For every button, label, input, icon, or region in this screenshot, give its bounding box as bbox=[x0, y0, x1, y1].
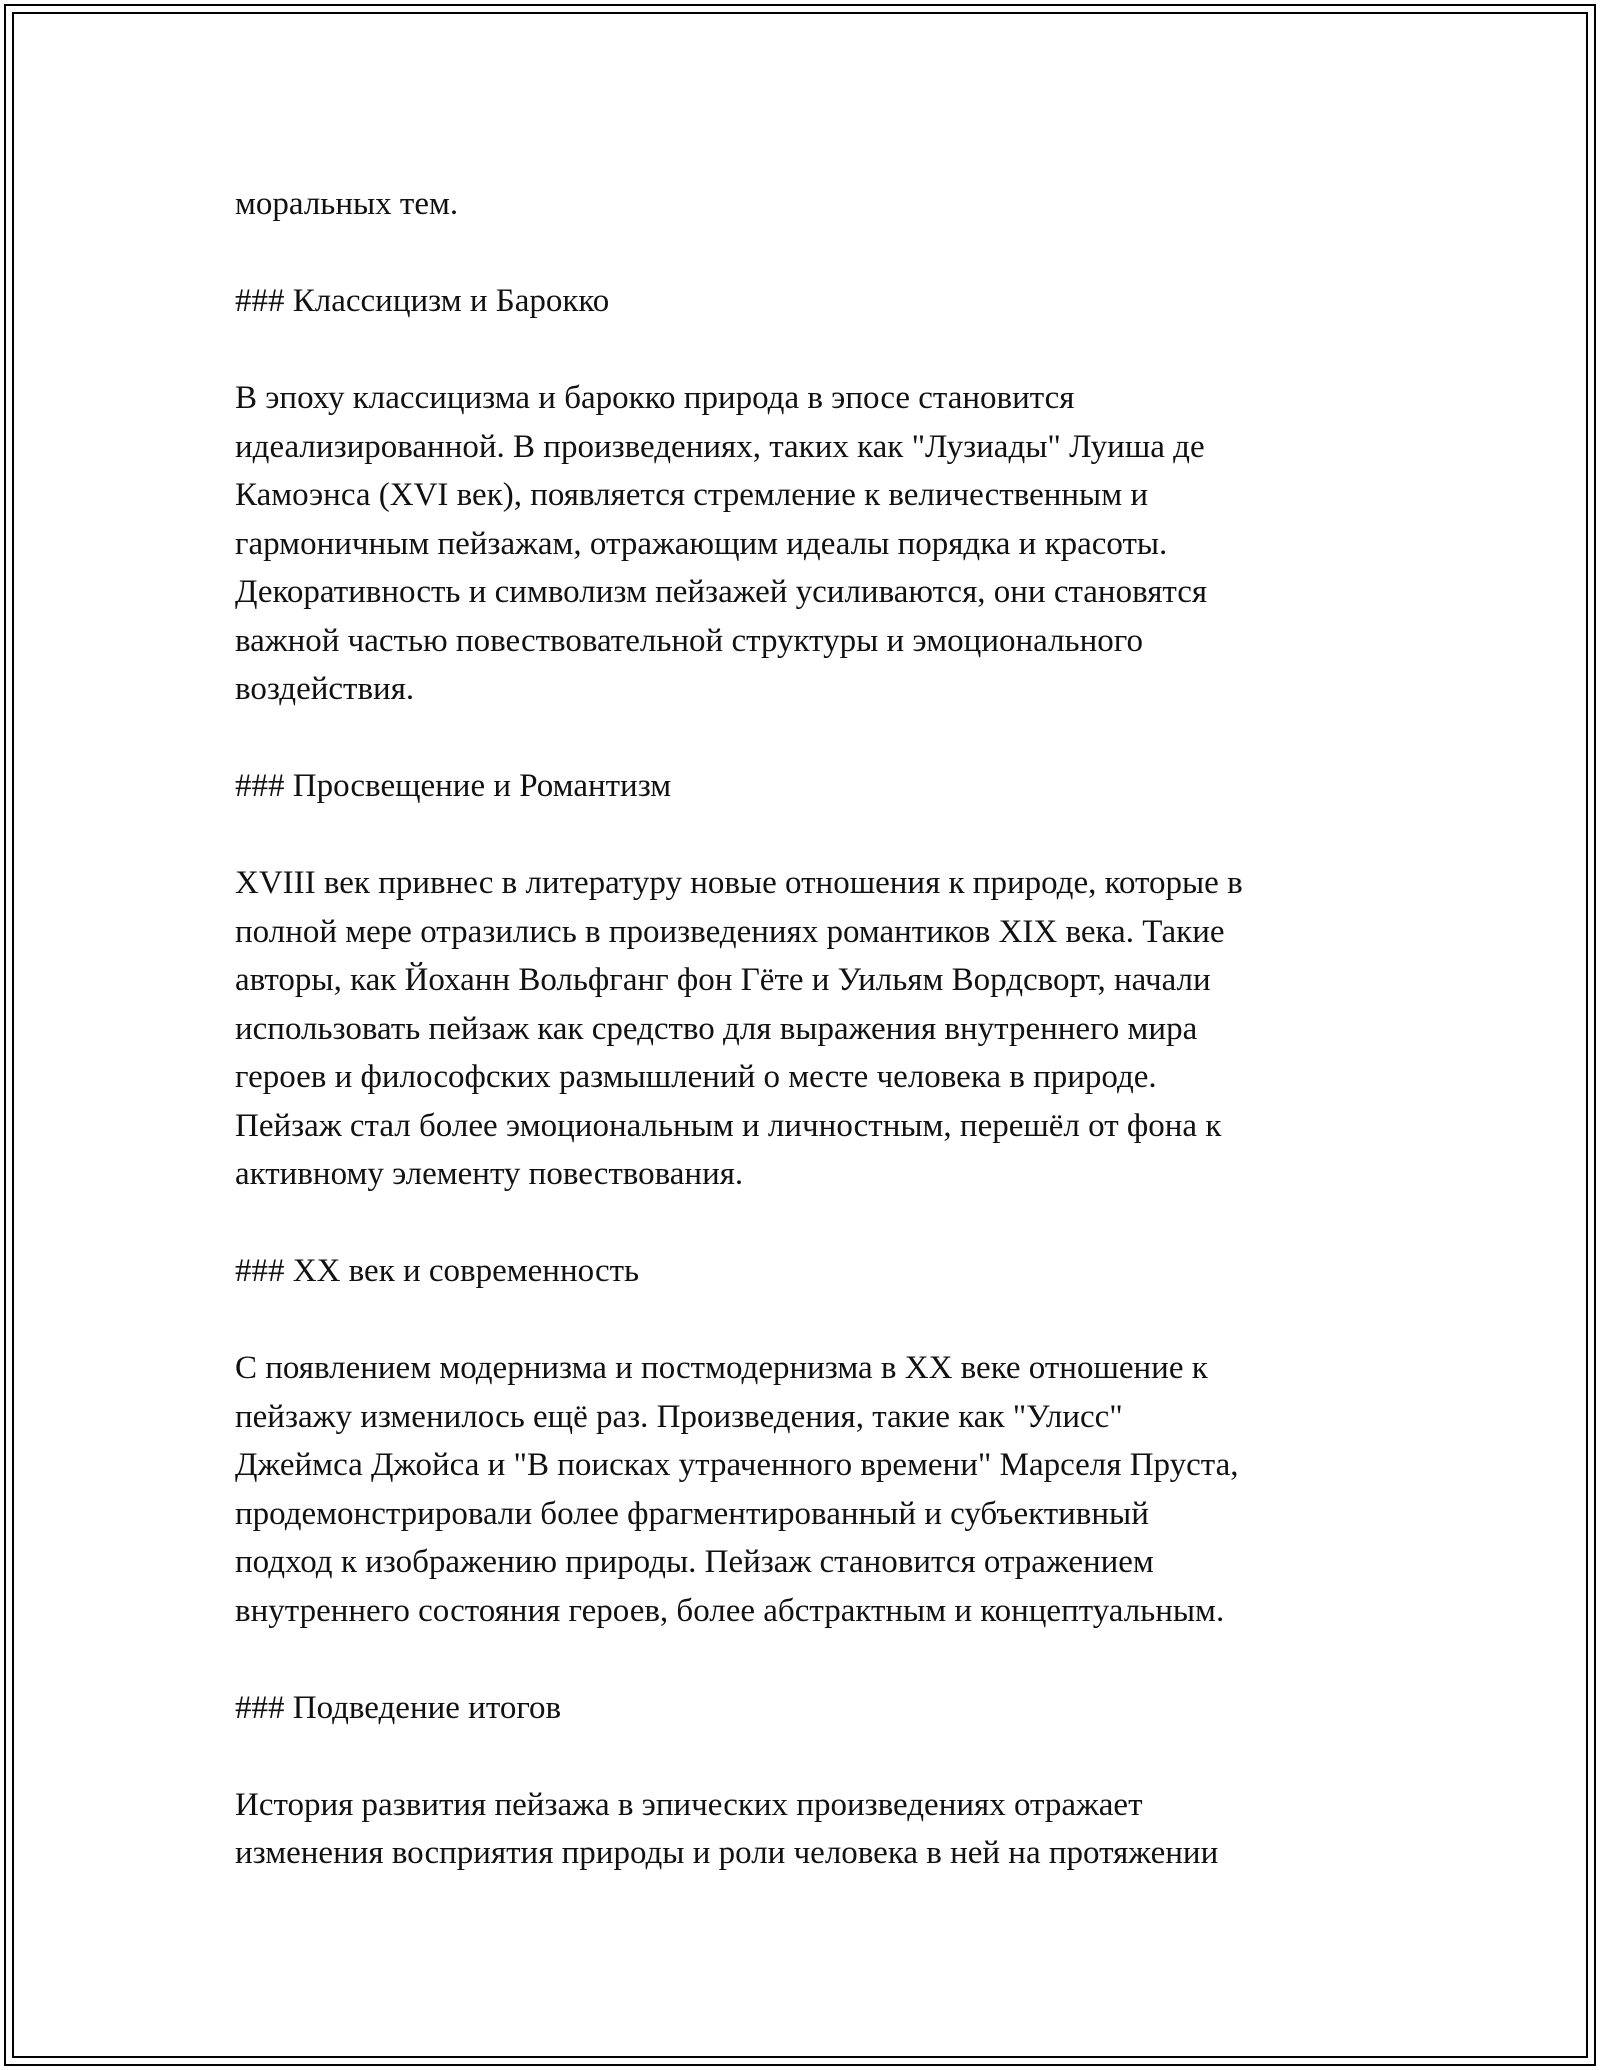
text-line: Декоративность и символизм пейзажей усиливаются, они становятся bbox=[235, 574, 1208, 610]
paragraph-continuation bbox=[235, 180, 1385, 229]
text-line: В эпоху классицизма и барокко природа в эпосе становится bbox=[235, 380, 1075, 416]
text-line: XVIII век привнес в литературу новые отношения к природе, которые в bbox=[235, 865, 1243, 901]
text-line: продемонстрировали более фрагментированный и субъективный bbox=[235, 1495, 1149, 1532]
text-line: моральных тем. bbox=[235, 186, 459, 222]
text-line: Пейзаж стал более эмоциональным и личностным, перешёл от фона к bbox=[235, 1107, 1222, 1144]
document-body bbox=[235, 180, 1385, 1926]
text-line: С появлением модернизма и постмодернизма в XX веке отношение к bbox=[235, 1350, 1208, 1386]
text-line: важной частью повествовательной структуры и эмоционального bbox=[235, 622, 1143, 659]
text-line: воздействия. bbox=[235, 671, 415, 707]
text-line: идеализированной. В произведениях, таких как "Лузиады" Луиша де bbox=[235, 428, 1205, 465]
paragraph bbox=[235, 1781, 1385, 1878]
paragraph bbox=[235, 374, 1385, 714]
text-line: Джеймса Джойса и "В поисках утраченного времени" Марселя Пруста, bbox=[235, 1447, 1239, 1483]
text-line: изменения восприятия природы и роли человека в ней на протяжении bbox=[235, 1835, 1219, 1871]
paragraph bbox=[235, 1344, 1385, 1635]
section-heading: ### Просвещение и Романтизм bbox=[235, 768, 672, 804]
text-line: внутреннего состояния героев, более абстрактным и концептуальным. bbox=[235, 1592, 1225, 1629]
text-line: героев и философских размышлений о месте человека в природе. bbox=[235, 1059, 1157, 1095]
text-line: активному элементу повествования. bbox=[235, 1156, 744, 1192]
text-line: использовать пейзаж как средство для выражения внутреннего мира bbox=[235, 1010, 1198, 1047]
text-line: Камоэнса (XVI век), появляется стремление к величественным и bbox=[235, 477, 1149, 513]
text-line: полной мере отразились в произведениях романтиков XIX века. Такие bbox=[235, 913, 1225, 950]
text-line: авторы, как Йоханн Вольфганг фон Гёте и Уильям Вордсворт, начали bbox=[235, 962, 1211, 998]
paragraph bbox=[235, 859, 1385, 1199]
section-heading: ### Классицизм и Барокко bbox=[235, 283, 610, 319]
section-heading: ### XX век и современность bbox=[235, 1253, 640, 1289]
text-line: пейзажу изменилось ещё раз. Произведения, такие как "Улисс" bbox=[235, 1398, 1123, 1435]
text-line: История развития пейзажа в эпических произведениях отражает bbox=[235, 1786, 1143, 1823]
section-heading: ### Подведение итогов bbox=[235, 1689, 562, 1726]
text-line: подход к изображению природы. Пейзаж становится отражением bbox=[235, 1544, 1154, 1580]
text-line: гармоничным пейзажам, отражающим идеалы порядка и красоты. bbox=[235, 525, 1168, 562]
